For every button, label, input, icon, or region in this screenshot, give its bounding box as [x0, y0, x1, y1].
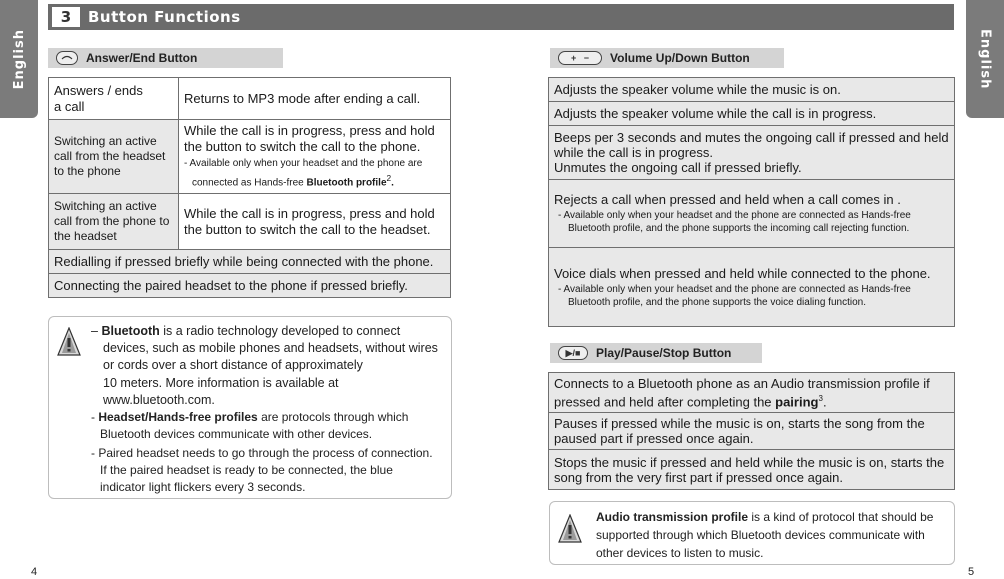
- row-label: Switching an active call from the phone to the headset: [49, 194, 179, 250]
- answer-end-title: Answer/End Button: [86, 51, 198, 65]
- table-row: [49, 120, 451, 194]
- table-row: [549, 413, 955, 450]
- row-desc: Rejects a call when pressed and held when a call comes in . - Available only when your headset and the phone are connected as Hands-free Bluetooth profile, and the phone supports the incoming call rejecting function.: [549, 180, 955, 248]
- row-label: Switching an active call from the headset to the phone: [49, 120, 179, 194]
- row-desc: Pauses if pressed while the music is on, starts the song from the paused part if pressed once again.: [549, 413, 955, 450]
- language-tab-right: English: [966, 0, 1004, 118]
- pairing-note: - Paired headset needs to go through the process of connection. If the paired headset is ready to be connected, the blue indicator light flickers every 3 seconds.: [91, 446, 433, 494]
- section-number: 3: [52, 7, 80, 27]
- play-stop-icon: ▶/■: [558, 346, 588, 360]
- play-title: Play/Pause/Stop Button: [596, 346, 732, 360]
- row-desc: Connects to a Bluetooth phone as an Audio transmission profile if pressed and held after completing the pairing$^3$.: [549, 373, 955, 413]
- table-row: [49, 250, 451, 274]
- volume-header: [550, 48, 784, 68]
- volume-title: Volume Up/Down Button: [610, 51, 750, 65]
- phone-button-icon: [56, 51, 78, 65]
- row-note: - Available only when your headset and the phone are connected as Hands-free Bluetooth profile, and the phone supports the incoming call rejecting function.: [558, 210, 911, 234]
- table-row: [549, 102, 955, 126]
- page-number-right: 5: [968, 566, 975, 578]
- table-row: [49, 78, 451, 120]
- table-row: [549, 373, 955, 413]
- table-row: [549, 78, 955, 102]
- row-desc: Returns to MP3 mode after ending a call.: [179, 78, 451, 120]
- row-desc: While the call is in progress, press and hold the button to switch the call to the phone.: [184, 123, 435, 154]
- audio-profile-definition: Audio transmission profile is a kind of protocol that should be supported through which Bluetooth devices communicate with other devices to listen to music.: [596, 510, 934, 560]
- row-full: Redialling if pressed briefly while being connected with the phone.: [49, 250, 451, 274]
- answer-end-table: [48, 77, 451, 298]
- play-header: [550, 343, 762, 363]
- table-row: [549, 180, 955, 248]
- answer-end-header: [48, 48, 283, 68]
- volume-table: [548, 77, 955, 327]
- note-icon: [558, 514, 582, 544]
- row-desc: Adjusts the speaker volume while the call is in progress.: [549, 102, 955, 126]
- row-desc: Beeps per 3 seconds and mutes the ongoing call if pressed and held while the call is in progress. Unmutes the ongoing call if pressed briefly.: [549, 126, 955, 180]
- row-desc: While the call is in progress, press and hold the button to switch the call to the headset.: [179, 194, 451, 250]
- bluetooth-info-box: [48, 316, 452, 499]
- table-row: [49, 194, 451, 250]
- bluetooth-more-info: 10 meters. More information is available at www.bluetooth.com.: [103, 376, 339, 407]
- row-desc: Stops the music if pressed and held while the music is on, starts the song from the very first part if pressed once again.: [549, 450, 955, 490]
- play-table: [548, 372, 955, 490]
- row-note: - Available only when your headset and the phone are connected as Hands-free Bluetooth profile, and the phone supports the voice dialing function.: [558, 283, 911, 308]
- section-title-bar: [48, 4, 954, 30]
- note-icon: [57, 327, 81, 357]
- section-title: Button Functions: [88, 8, 241, 26]
- row-label: Answers / ends a call: [49, 78, 179, 120]
- language-tab-left: English: [0, 0, 38, 118]
- table-row: [549, 248, 955, 327]
- volume-button-icon: + −: [558, 51, 602, 65]
- row-desc: Adjusts the speaker volume while the music is on.: [549, 78, 955, 102]
- table-row: [549, 450, 955, 490]
- page-number-left: 4: [31, 566, 38, 578]
- bluetooth-definition: – Bluetooth is a radio technology developed to connect devices, such as mobile phones and headsets, without wires or cords over a short distance of approximately: [91, 324, 438, 372]
- profiles-definition: - Headset/Hands-free profiles are protocols through which Bluetooth devices communicate with other devices.: [91, 410, 409, 441]
- audio-profile-info-box: [549, 501, 955, 565]
- row-note: - Available only when your headset and the phone are connected as Hands-free Bluetooth profile$^2$.: [184, 158, 423, 189]
- row-full: Connecting the paired headset to the phone if pressed briefly.: [49, 274, 451, 298]
- row-desc: Voice dials when pressed and held while connected to the phone. - Available only when your headset and the phone are connected as Hands-free Bluetooth profile, and the phone supports the voice dialing function.: [549, 248, 955, 327]
- table-row: [49, 274, 451, 298]
- table-row: [549, 126, 955, 180]
